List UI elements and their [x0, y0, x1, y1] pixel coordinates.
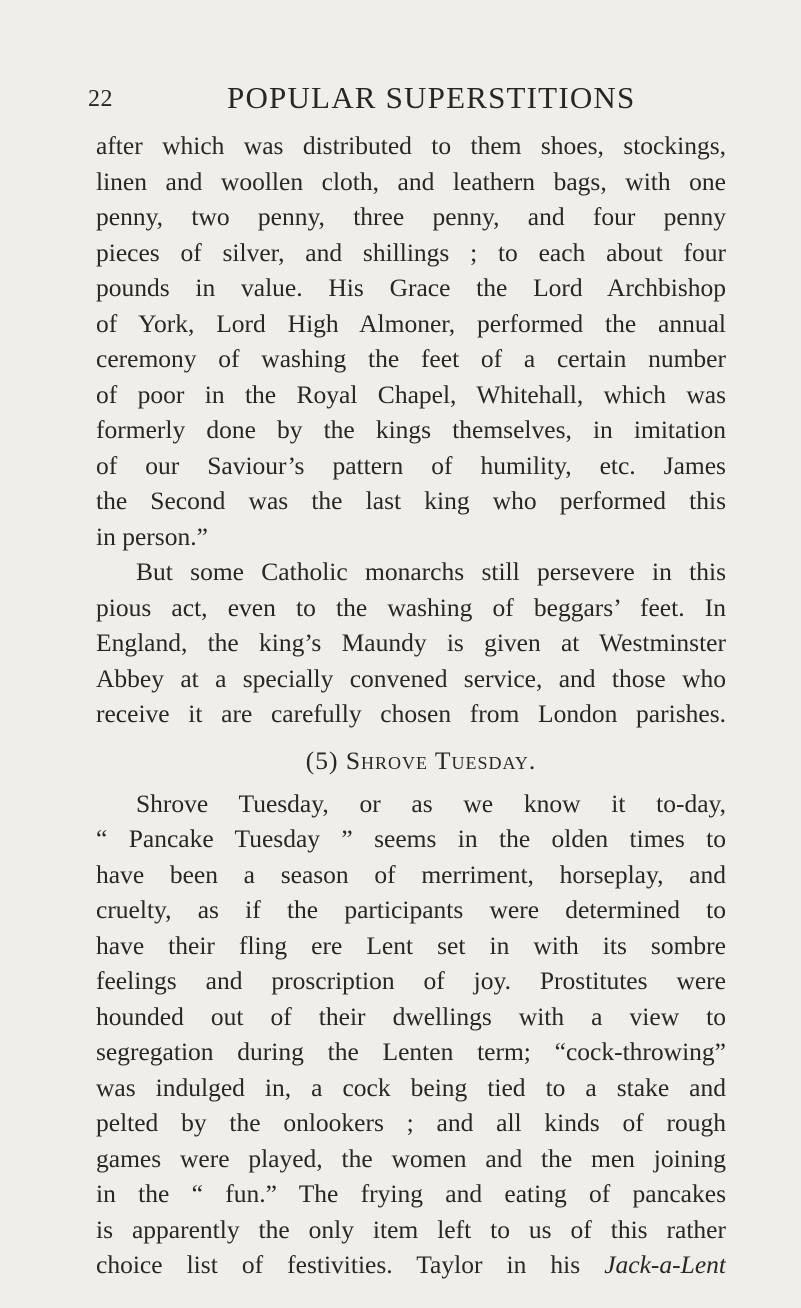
text-line: games were played, the women and the men joining: [96, 1143, 726, 1173]
running-head: [88, 80, 738, 130]
text-line: is apparently the only item left to us of this rather: [96, 1214, 726, 1244]
text-line: But some Catholic monarchs still persevere in this: [136, 557, 726, 586]
text-line: in the “ fun.” The frying and eating of pancakes: [96, 1179, 726, 1208]
book-title-italic: Jack-a-Lent: [604, 1250, 726, 1279]
text-line-final: [96, 1247, 726, 1283]
text-line: cruelty, as if the participants were determined to: [96, 895, 726, 924]
text-line: feelings and proscription of joy. Prostitutes were: [96, 966, 726, 995]
text-line: ceremony of washing the feet of a certain number: [96, 344, 726, 373]
text-line: pieces of silver, and shillings ; to each about four: [96, 237, 726, 267]
running-title: POPULAR SUPERSTITIONS: [227, 80, 636, 115]
text-line: have their fling ere Lent set in with its sombre: [96, 930, 726, 960]
text-line: of York, Lord High Almoner, performed the annual: [96, 308, 726, 338]
text-line: “ Pancake Tuesday ” seems in the olden times to: [96, 824, 726, 853]
text-line: hounded out of their dwellings with a view to: [96, 1001, 726, 1031]
text-line: was indulged in, a cock being tied to a stake and: [96, 1072, 726, 1102]
text-line: linen and woollen cloth, and leathern bags, with one: [96, 166, 726, 196]
page-number: 22: [88, 86, 113, 112]
text-line: of our Saviour’s pattern of humility, etc. James: [96, 450, 726, 480]
text-line: Abbey at a specially convened service, and those who: [96, 663, 726, 693]
text-line: segregation during the Lenten term; “cock-throwing”: [96, 1037, 726, 1066]
text-line: of poor in the Royal Chapel, Whitehall, which was: [96, 379, 726, 409]
text-line: the Second was the last king who performed this: [96, 486, 726, 515]
section-heading: (5) Shrove Tuesday.: [305, 745, 537, 775]
text-line: after which was distributed to them shoes, stockings,: [96, 131, 726, 160]
text-line: formerly done by the kings themselves, in imitation: [96, 415, 726, 444]
text-line: have been a season of merriment, horseplay, and: [96, 859, 726, 889]
text-line: pious act, even to the washing of beggars’ feet. In: [96, 592, 726, 622]
text-line: in person.”: [96, 521, 208, 551]
final-line-text: choice list of festivities. Taylor in his: [96, 1250, 581, 1279]
text-line: pelted by the onlookers ; and all kinds of rough: [96, 1108, 726, 1137]
text-line: receive it are carefully chosen from London parishes.: [96, 699, 726, 728]
text-line: Shrove Tuesday, or as we know it to-day,: [136, 788, 726, 818]
text-line: penny, two penny, three penny, and four penny: [96, 202, 726, 231]
text-line: pounds in value. His Grace the Lord Archbishop: [96, 273, 726, 302]
body-text: [96, 128, 726, 1283]
text-line: England, the king’s Maundy is given at Westminster: [96, 628, 726, 657]
